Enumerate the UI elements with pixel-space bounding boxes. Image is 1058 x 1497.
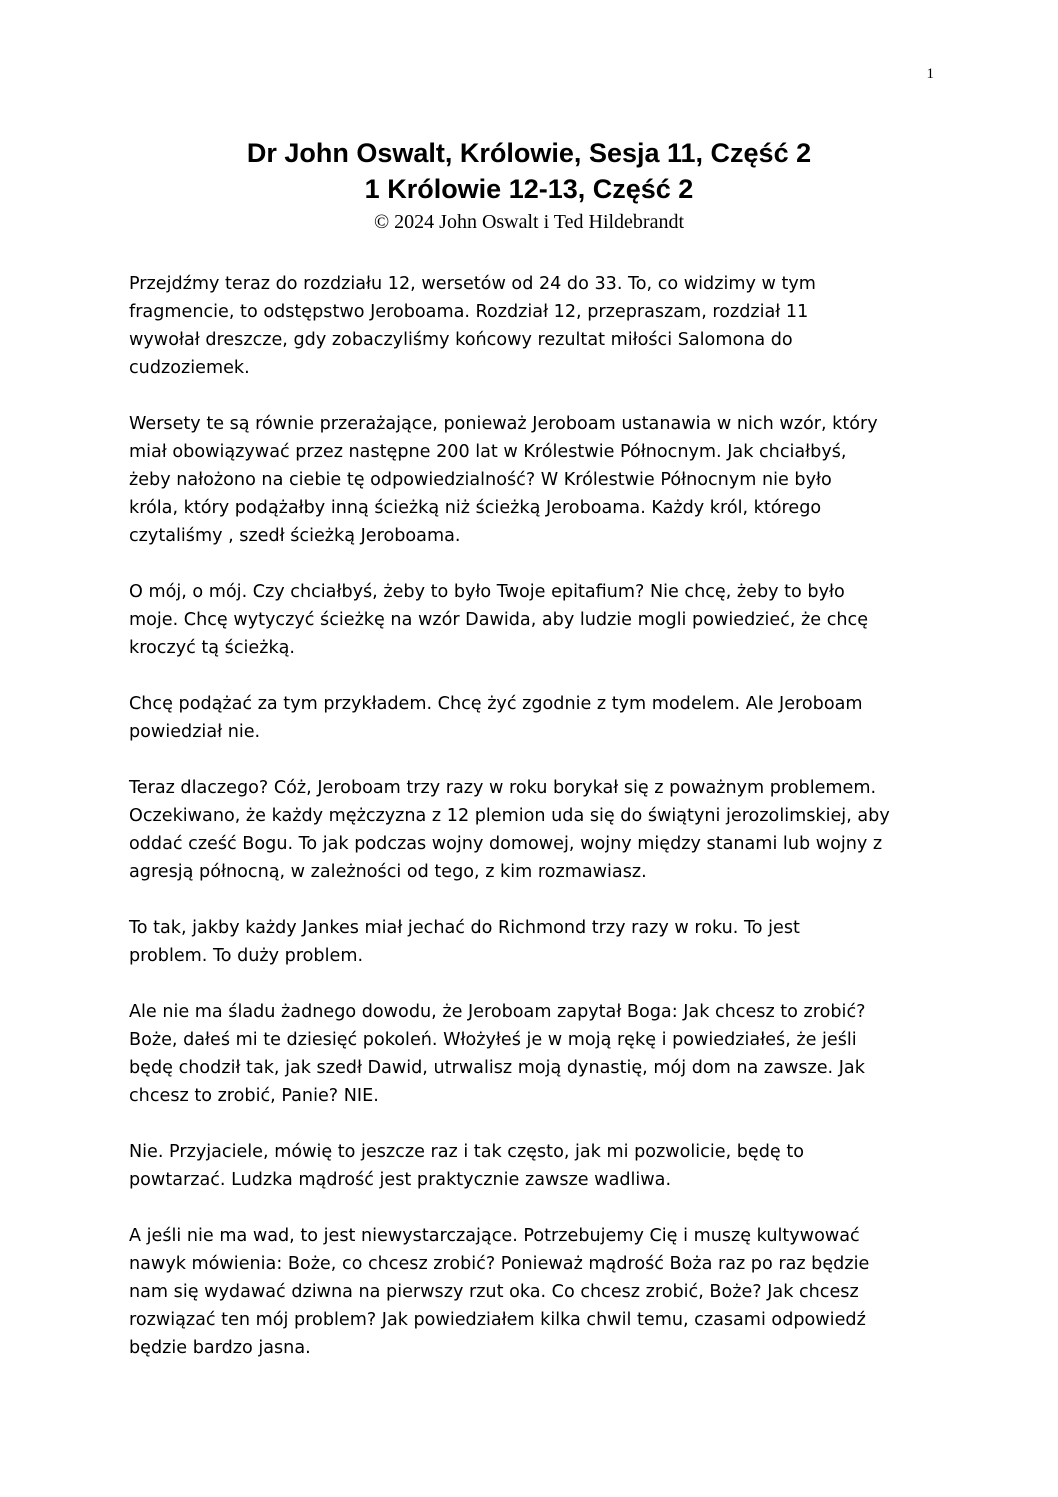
paragraph-line: To tak, jakby każdy Jankes miał jechać do Richmond trzy razy w roku. To jest xyxy=(129,918,800,938)
paragraph-line: cudzoziemek. xyxy=(129,358,250,378)
paragraph-line: Boże, dałeś mi te dziesięć pokoleń. Włożyłeś je w moją rękę i powiedziałeś, że jeśli xyxy=(129,1030,857,1050)
paragraph-line: Przejdźmy teraz do rozdziału 12, wersetów od 24 do 33. To, co widzimy w tym xyxy=(129,274,816,294)
paragraph-line: będę chodził tak, jak szedł Dawid, utrwalisz moją dynastię, mój dom na zawsze. Jak xyxy=(129,1058,865,1078)
paragraph xyxy=(129,774,929,886)
paragraph xyxy=(129,1222,929,1362)
paragraph-line: czytaliśmy , szedł ścieżką Jeroboama. xyxy=(129,526,461,546)
paragraph xyxy=(129,270,929,382)
paragraph xyxy=(129,998,929,1110)
paragraph-line: Chcę podążać za tym przykładem. Chcę żyć zgodnie z tym modelem. Ale Jeroboam xyxy=(129,694,863,714)
paragraph xyxy=(129,578,929,662)
paragraph-line: A jeśli nie ma wad, to jest niewystarczające. Potrzebujemy Cię i muszę kultywować xyxy=(129,1226,860,1246)
paragraph xyxy=(129,410,929,550)
paragraph xyxy=(129,1138,929,1194)
paragraph-line: problem. To duży problem. xyxy=(129,946,364,966)
paragraph-line: nawyk mówienia: Boże, co chcesz zrobić? Ponieważ mądrość Boża raz po raz będzie xyxy=(129,1254,870,1274)
paragraph-line: Oczekiwano, że każdy mężczyzna z 12 plemion uda się do świątyni jerozolimskiej, aby xyxy=(129,806,890,826)
paragraph xyxy=(129,914,929,970)
paragraph-line: miał obowiązywać przez następne 200 lat w Królestwie Północnym. Jak chciałbyś, xyxy=(129,442,847,462)
document-title: Dr John Oswalt, Królowie, Sesja 11, Część 2 xyxy=(246,138,812,168)
paragraph-line: moje. Chcę wytyczyć ścieżkę na wzór Dawida, aby ludzie mogli powiedzieć, że chcę xyxy=(129,610,869,630)
page-number: 1 xyxy=(926,66,934,82)
paragraph-line: rozwiązać ten mój problem? Jak powiedziałem kilka chwil temu, czasami odpowiedź xyxy=(129,1310,866,1330)
paragraph-line: agresją północną, w zależności od tego, z kim rozmawiasz. xyxy=(129,862,647,882)
paragraph-line: Nie. Przyjaciele, mówię to jeszcze raz i tak często, jak mi pozwolicie, będę to xyxy=(129,1142,804,1162)
paragraph-line: będzie bardzo jasna. xyxy=(129,1338,311,1358)
paragraph-line: fragmencie, to odstępstwo Jeroboama. Rozdział 12, przepraszam, rozdział 11 xyxy=(129,302,809,322)
paragraph-line: króla, który podążałby inną ścieżką niż ścieżką Jeroboama. Każdy król, którego xyxy=(129,498,822,518)
paragraph-line: oddać cześć Bogu. To jak podczas wojny domowej, wojny między stanami lub wojny z xyxy=(129,834,883,854)
paragraph-line: nam się wydawać dziwna na pierwszy rzut oka. Co chcesz zrobić, Boże? Jak chcesz xyxy=(129,1282,859,1302)
paragraph-line: powiedział nie. xyxy=(129,722,261,742)
paragraph-line: Teraz dlaczego? Cóż, Jeroboam trzy razy w roku borykał się z poważnym problemem. xyxy=(129,778,877,798)
paragraph-line: chcesz to zrobić, Panie? NIE. xyxy=(129,1086,379,1106)
document-body xyxy=(129,270,929,1390)
paragraph-line: Ale nie ma śladu żadnego dowodu, że Jeroboam zapytał Boga: Jak chcesz to zrobić? xyxy=(129,1002,866,1022)
paragraph-line: wywołał dreszcze, gdy zobaczyliśmy końcowy rezultat miłości Salomona do xyxy=(129,330,793,350)
document-subtitle: 1 Królowie 12-13, Część 2 xyxy=(364,174,694,204)
paragraph-line: O mój, o mój. Czy chciałbyś, żeby to było Twoje epitafium? Nie chcę, żeby to było xyxy=(129,582,845,602)
paragraph-line: kroczyć tą ścieżką. xyxy=(129,638,296,658)
copyright-notice: © 2024 John Oswalt i Ted Hildebrandt xyxy=(373,211,685,233)
paragraph xyxy=(129,690,929,746)
paragraph-line: Wersety te są równie przerażające, ponieważ Jeroboam ustanawia w nich wzór, który xyxy=(129,414,878,434)
paragraph-line: żeby nałożono na ciebie tę odpowiedzialność? W Królestwie Północnym nie było xyxy=(129,470,832,490)
paragraph-line: powtarzać. Ludzka mądrość jest praktycznie zawsze wadliwa. xyxy=(129,1170,672,1190)
document-header xyxy=(0,135,1058,235)
